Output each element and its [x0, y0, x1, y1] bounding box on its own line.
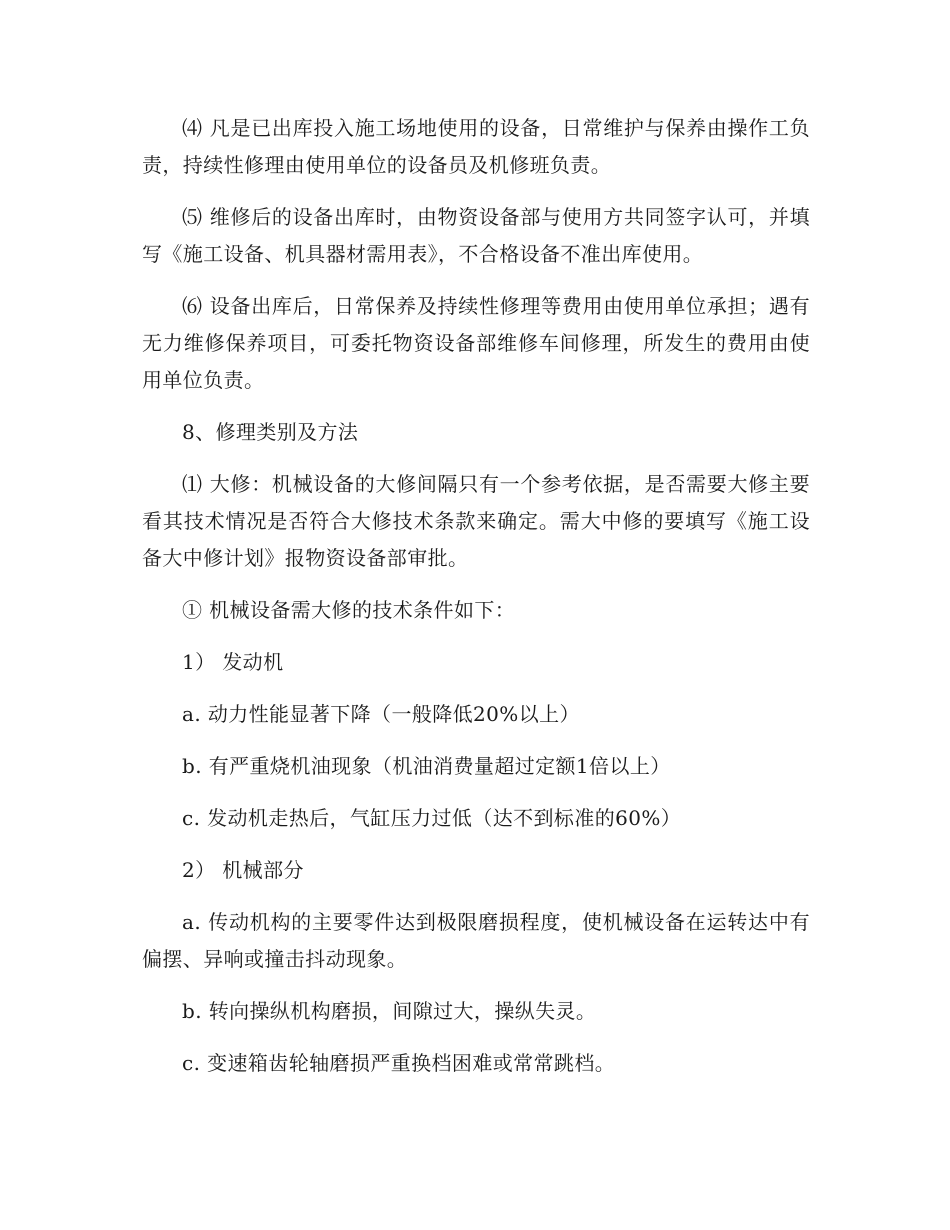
list-item-engine-c: c. 发动机走热后，气缸压力过低（达不到标准的60%） — [182, 806, 682, 830]
list-item-mechanical-a: a. 传动机构的主要零件达到极限磨损程度，使机械设备在运转达中有偏摆、异响或撞击抖动现象。 — [142, 910, 810, 971]
list-item-engine-a: a. 动力性能显著下降（一般降低20%以上） — [182, 702, 580, 726]
paragraph-item-5: ⑸ 维修后的设备出库时，由物资设备部与使用方共同签字认可，并填写《施工设备、机具器材需用表》，不合格设备不准出库使用。 — [142, 205, 810, 266]
list-item-engine-b: b. 有严重烧机油现象（机油消费量超过定额1倍以上） — [182, 754, 671, 778]
subheading-engine: 1） 发动机 — [182, 650, 284, 674]
list-item-mechanical-b: b. 转向操纵机构磨损，间隙过大，操纵失灵。 — [182, 999, 597, 1023]
paragraph-item-6: ⑹ 设备出库后，日常保养及持续性修理等费用由使用单位承担；遇有无力维修保养项目，可委托物资设备部维修车间修理，所发生的费用由使用单位负责。 — [142, 294, 810, 392]
section-heading-8: 8、修理类别及方法 — [182, 420, 359, 444]
list-item-mechanical-c: c. 变速箱齿轮轴磨损严重换档困难或常常跳档。 — [182, 1051, 616, 1075]
document-page — [142, 110, 810, 1097]
subheading-mechanical: 2） 机械部分 — [182, 858, 304, 882]
paragraph-item-4: ⑷ 凡是已出库投入施工场地使用的设备，日常维护与保养由操作工负责，持续性修理由使用单位的设备员及机修班负责。 — [142, 116, 810, 177]
paragraph-major-repair: ⑴ 大修：机械设备的大修间隔只有一个参考依据，是否需要大修主要看其技术情况是否符合大修技术条款来确定。需大中修的要填写《施工设备大中修计划》报物资设备部审批。 — [142, 472, 810, 570]
paragraph-conditions-intro: ① 机械设备需大修的技术条件如下： — [182, 598, 516, 622]
